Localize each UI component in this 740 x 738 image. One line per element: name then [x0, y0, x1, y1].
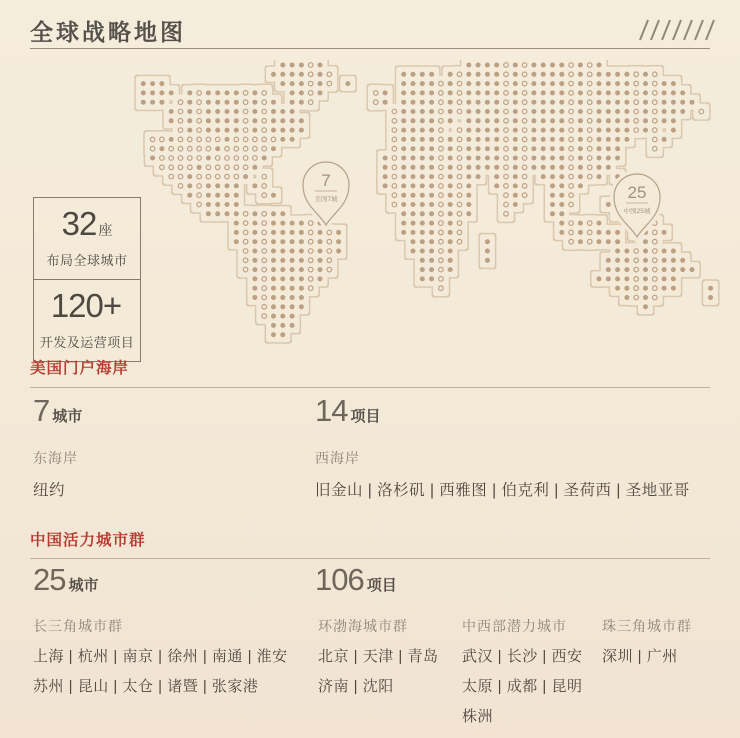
- city-list: 北京 | 天津 | 青岛: [318, 648, 439, 665]
- coast-label: 东海岸: [33, 450, 78, 466]
- city-list: 旧金山 | 洛杉矶 | 西雅图 | 伯克利 | 圣荷西 | 圣地亚哥: [315, 482, 690, 499]
- pin-china-label: 中国25城: [623, 208, 651, 215]
- slashes-icon: [638, 16, 716, 44]
- city-list: 株洲: [462, 708, 494, 725]
- us-east-coast: [33, 448, 78, 506]
- us-section-title: 美国门户海岸: [30, 360, 130, 377]
- city-list: 苏州 | 昆山 | 太仓 | 诸暨 | 张家港: [33, 678, 259, 695]
- cluster-label: 长三角城市群: [33, 618, 123, 634]
- city-list: 济南 | 沈阳: [318, 678, 394, 695]
- china-projects-count: 106 项目: [315, 562, 397, 597]
- us-projects-count: 14 项目: [315, 393, 381, 428]
- pin-china-value: 25: [627, 183, 647, 202]
- page-title: 全球战略地图: [30, 19, 186, 45]
- dotted-world-map: [128, 60, 732, 354]
- city-list: 上海 | 杭州 | 南京 | 徐州 | 南通 | 淮安: [33, 648, 288, 665]
- cluster-label: 中西部潜力城市: [462, 618, 567, 634]
- title-divider: [30, 48, 710, 49]
- coast-label: 西海岸: [315, 450, 360, 466]
- stat-projects: [34, 279, 140, 361]
- stat-global-cities: [34, 198, 140, 279]
- china-cities-count: 25 城市: [33, 562, 99, 597]
- location-pin-us: [303, 162, 349, 225]
- cluster-central-west: [462, 616, 594, 732]
- cluster-bohai: [318, 616, 454, 702]
- stat-label: 开发及运营项目: [39, 335, 135, 350]
- china-section-title: 中国活力城市群: [30, 532, 146, 549]
- cluster-pearl: [602, 616, 722, 672]
- us-section-divider: [30, 387, 710, 388]
- cluster-yangtze: [33, 616, 308, 702]
- us-west-coast: [315, 448, 690, 506]
- cluster-label: 珠三角城市群: [602, 618, 692, 634]
- stat-label: 布局全球城市: [46, 253, 128, 268]
- location-pin-china: [614, 174, 660, 237]
- pin-us-label: 美国7城: [314, 196, 338, 203]
- city-list: 太原 | 成都 | 昆明: [462, 678, 583, 695]
- stat-value: 120+: [50, 287, 122, 324]
- city-list: 深圳 | 广州: [602, 648, 678, 665]
- china-section-divider: [30, 558, 710, 559]
- us-cities-count: 7 城市: [33, 393, 83, 428]
- stat-unit: 座: [98, 222, 113, 238]
- cluster-label: 环渤海城市群: [318, 618, 408, 634]
- stats-box: [33, 197, 141, 362]
- city-list: 武汉 | 长沙 | 西安: [462, 648, 583, 665]
- pin-us-value: 7: [321, 171, 331, 190]
- stat-value: 32: [61, 205, 97, 242]
- city-list: 纽约: [33, 482, 66, 499]
